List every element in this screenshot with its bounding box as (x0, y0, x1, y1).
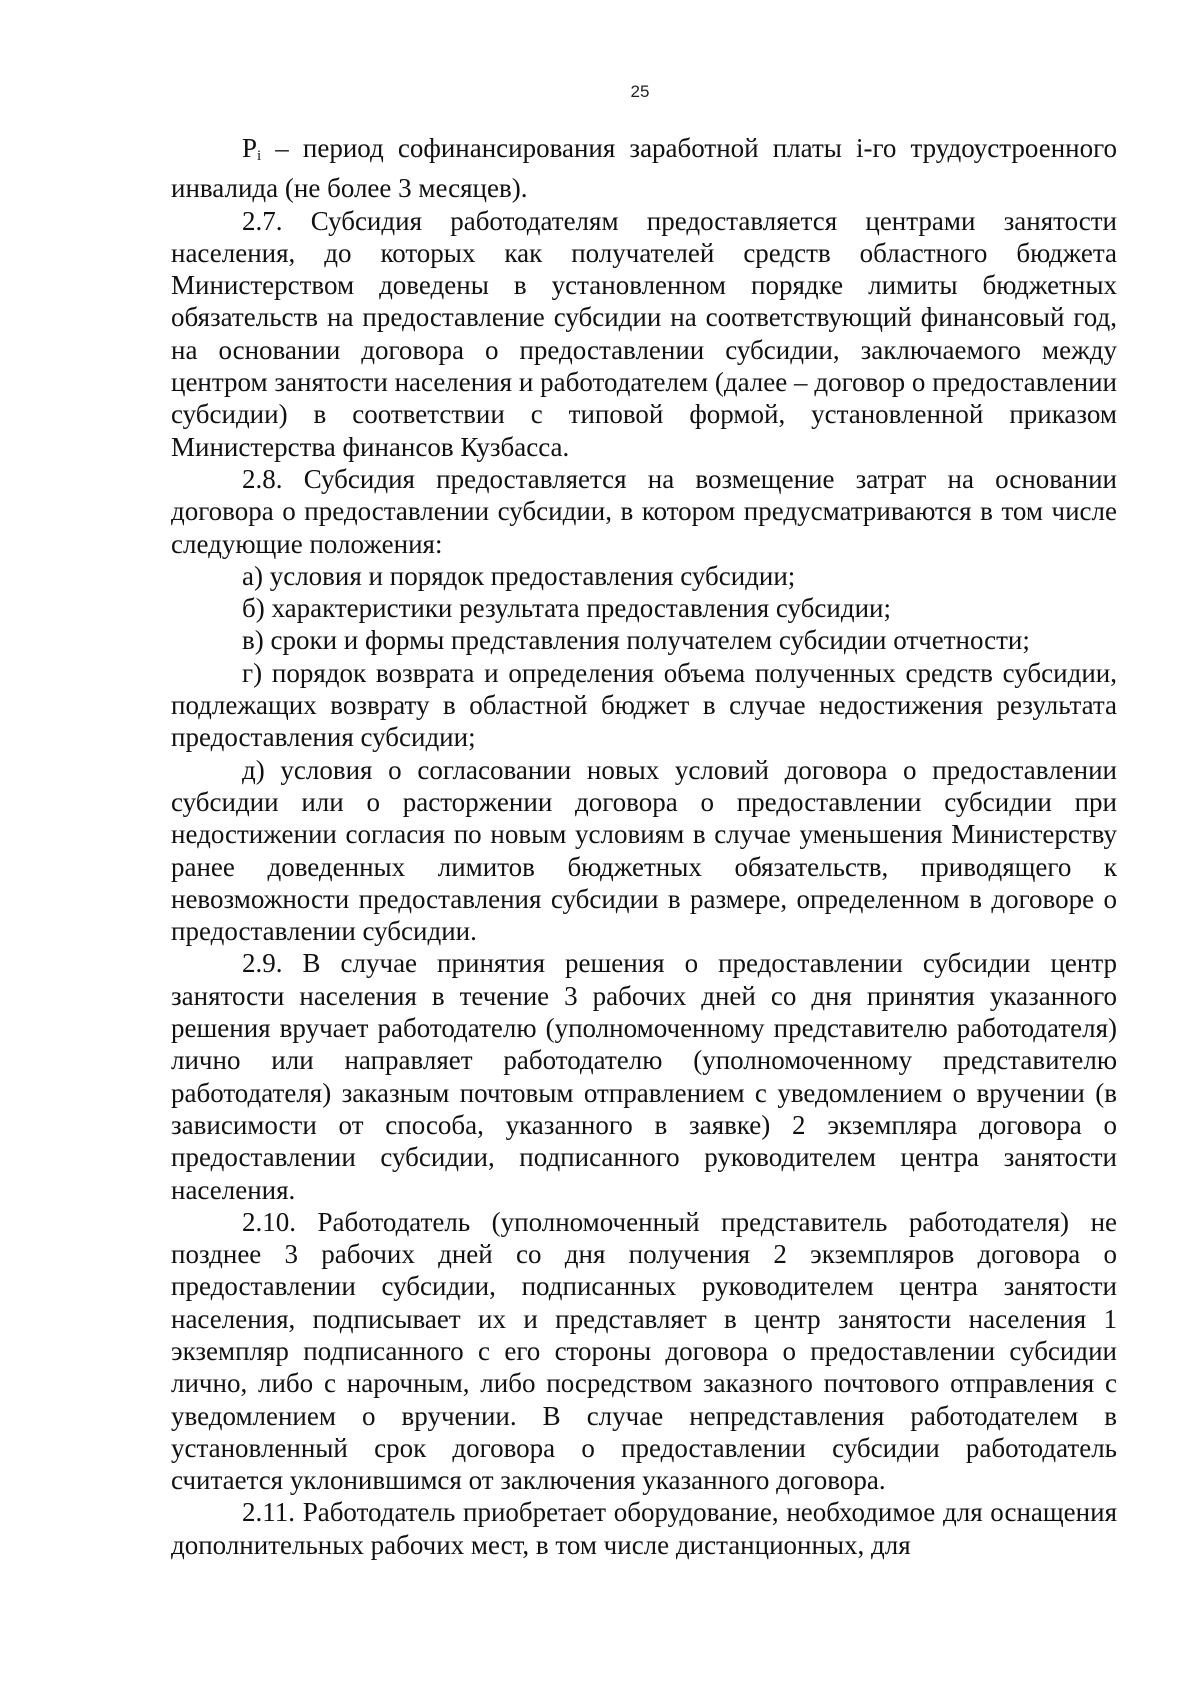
formula-symbol: P (242, 133, 258, 163)
paragraph-pi-definition (171, 132, 1117, 205)
paragraph-text: – период софинансирования заработной платы i-го трудоустроенного инвалида (не более 3 месяцев). (171, 133, 1117, 204)
list-item-d: д) условия о согласовании новых условий договора о предоставлении субсидии или о расторжении договора о предоставлении субсидии при недостижении согласия по новым условиям в случае уменьшения Министерству ранее доведенных лимитов бюджетных обязательств, приводящего к невозможности предоставления субсидии в размере, определенном в договоре о предоставлении субсидии. (171, 754, 1117, 947)
paragraph-2-11: 2.11. Работодатель приобретает оборудование, необходимое для оснащения дополнительных рабочих мест, в том числе дистанционных, для (171, 1497, 1117, 1560)
formula-subscript: i (257, 148, 262, 164)
list-item-g: г) порядок возврата и определения объема полученных средств субсидии, подлежащих возврату в областной бюджет в случае недостижения результата предоставления субсидии; (171, 657, 1117, 753)
paragraph-2-9: 2.9. В случае принятия решения о предоставлении субсидии центр занятости населения в течение 3 рабочих дней со дня принятия указанного решения вручает работодателю (уполномоченному представителю работодателя) лично или направляет работодателю (уполномоченному представителю работодателя) заказным почтовым отправлением с уведомлением о вручении (в зависимости от способа, указанного в заявке) 2 экземпляра договора о предоставлении субсидии, подписанного руководителем центра занятости населения. (171, 948, 1117, 1205)
paragraph-2-10: 2.10. Работодатель (уполномоченный представитель работодателя) не позднее 3 рабочих дней со дня получения 2 экземпляров договора о предоставлении субсидии, подписанных руководителем центра занятости населения, подписывает их и представляет в центр занятости населения 1 экземпляр подписанного с его стороны договора о предоставлении субсидии лично, либо с нарочным, либо посредством заказного почтового отправления с уведомлением о вручении. В случае непредставления работодателем в установленный срок договора о предоставлении субсидии работодатель считается уклонившимся от заключения указанного договора. (171, 1206, 1117, 1496)
list-item-a: а) условия и порядок предоставления субсидии; (242, 560, 796, 591)
paragraph-2-8: 2.8. Субсидия предоставляется на возмещение затрат на основании договора о предоставлении субсидии, в котором предусматриваются в том числе следующие положения: (171, 463, 1117, 559)
document-body (171, 132, 1117, 1561)
page-number: 25 (630, 82, 650, 101)
list-item-b: б) характеристики результата предоставления субсидии; (242, 593, 891, 624)
paragraph-2-7: 2.7. Субсидия работодателям предоставляется центрами занятости населения, до которых как получателей средств областного бюджета Министерством доведены в установленном порядке лимиты бюджетных обязательств на предоставление субсидии на соответствующий финансовый год, на основании договора о предоставлении субсидии, заключаемого между центром занятости населения и работодателем (далее – договор о предоставлении субсидии) в соответствии с типовой формой, установленной приказом Министерства финансов Кузбасса. (171, 205, 1117, 462)
list-item-v: в) сроки и формы представления получателем субсидии отчетности; (242, 625, 1030, 656)
